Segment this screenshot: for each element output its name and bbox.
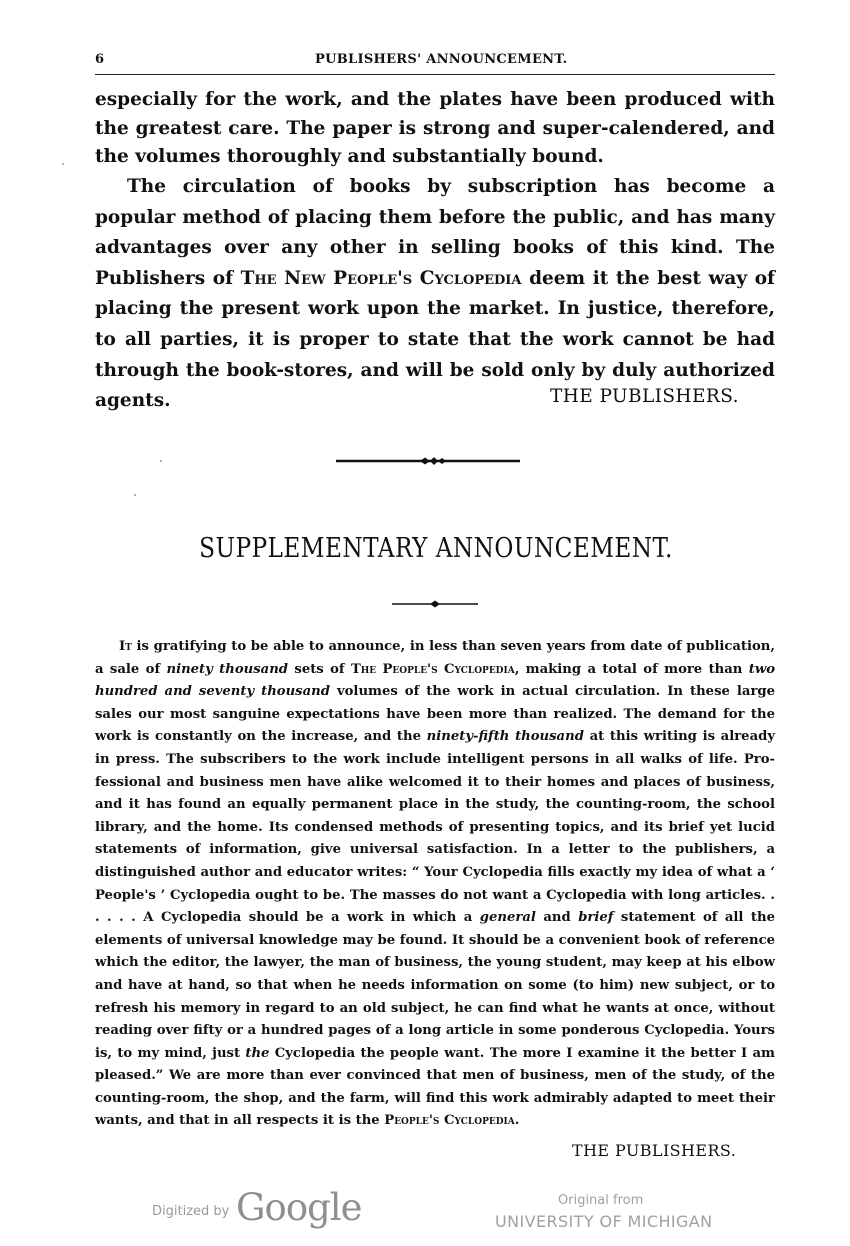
supp-text: volumes of the work in actual circulation. In these large sales our most sanguine expectations have been more than realized. The demand for the work is constantly on the increase, and the (95, 684, 775, 745)
section-ornament-divider (336, 455, 520, 467)
supplementary-body (95, 636, 775, 1133)
supp-text: sets of (288, 661, 351, 677)
intro-paragraph-1: especially for the work, and the plates have been produced with the greatest care. The paper is strong and super-calendered, and the volumes thoroughly and substantially bound. (95, 89, 775, 167)
supp-text: , making a total of more than (514, 661, 749, 677)
intro-p2-smallcaps-title: The New People's Cyclopedia (240, 267, 522, 289)
print-speck (62, 163, 64, 165)
digitized-by-label: Digitized by (152, 1204, 230, 1219)
print-speck (134, 494, 136, 496)
running-title: PUBLISHERS' ANNOUNCEMENT. (315, 52, 568, 67)
page-number: 6 (95, 52, 105, 67)
supp-text: is gratifying to be able to announce, in less than seven years from date of publication, a sale of (95, 639, 775, 677)
intro-p2-text-a: The circulation of books by subscription has become a popular method of placing them before the public, and has many advantages over any other in selling books of this kind. The Publishers of (95, 176, 775, 289)
running-header (95, 52, 775, 74)
supp-emphasis: ninety thousand (166, 661, 289, 677)
intro-p2-text-b: deem it the best way of placing the present work upon the market. In justice, therefore, to all parties, it is proper to state that the work cannot be had through the book-stores, and will be sold only by duly authorized agents. (95, 267, 775, 412)
publishers-signature-1: THE PUBLISHERS. (550, 386, 739, 407)
google-logo: Google (236, 1186, 362, 1229)
supp-initial-word: It (119, 639, 132, 654)
supp-emphasis: two hundred and seventy thousand (95, 661, 775, 700)
supp-emphasis: brief (578, 910, 614, 926)
intro-paragraph-2 (95, 172, 775, 417)
supp-emphasis: general (479, 910, 536, 926)
supp-smallcaps-title: People's Cyclopedia (384, 1113, 515, 1129)
supp-text: and (535, 910, 579, 926)
supp-emphasis: ninety-fifth thousand (426, 729, 584, 745)
print-speck (160, 460, 162, 462)
supp-text: at this writing is already in press. The subscribers to the work include intelligent persons in all walks of life. Professional and business men have alike welcomed it to their homes and places of business, and it has found an equally permanent place in the study, the counting-room, the school library, and the home. Its condensed methods of presenting topics, and its brief yet lucid statements of information, give universal satisfaction. In a letter to the publishers, a distinguished author and educator writes: “ Your Cyclopedia fills exactly my idea of what a ‘ People's ’ Cyclopedia ought to be. The masses do not want a Cyclopedia with long articles. . . . . . A Cyclopedia should be a work in which a (95, 729, 775, 926)
supp-smallcaps-title: The People's Cyclopedia (350, 661, 515, 677)
supp-text: Cyclopedia the people want. The more I examine it the better I am pleased.” We are more than ever convinced that men of business, men of the study, of the counting-room, the shop, and the farm, will find this work admirably adapted to meet their wants, and that in all respects it is the (95, 1045, 775, 1129)
supp-emphasis: the (245, 1045, 270, 1061)
title-ornament-divider (392, 599, 478, 609)
header-rule (95, 74, 775, 75)
supp-text: . (514, 1113, 520, 1129)
supplementary-title: SUPPLEMENTARY ANNOUNCEMENT. (199, 533, 673, 564)
supp-text: statement of all the elements of universal knowledge may be found. It should be a convenient book of reference which the editor, the lawyer, the man of business, the young student, may keep at his elbow and have at hand, so that when he needs information on some (to him) new subject, or to refresh his memory in regard to an old subject, he can find what he wants at once, without reading over fifty or a hundred pages of a long article in some ponderous Cyclopedia. Yours is, to my mind, just (95, 910, 775, 1061)
original-from-label: Original from (558, 1193, 644, 1208)
publishers-signature-2: THE PUBLISHERS. (572, 1141, 737, 1160)
university-label: UNIVERSITY OF MICHIGAN (495, 1212, 713, 1231)
